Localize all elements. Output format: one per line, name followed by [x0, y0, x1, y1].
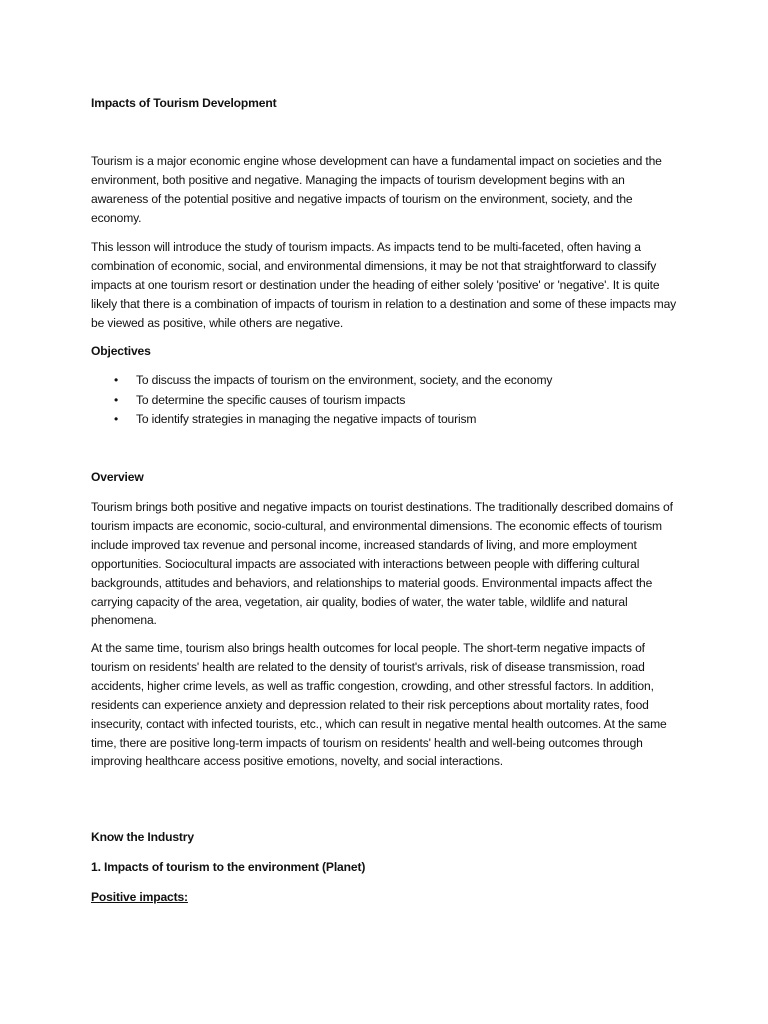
objectives-list — [91, 371, 552, 430]
bullet-icon: • — [114, 373, 119, 387]
objective-text: To discuss the impacts of tourism on the environment, society, and the economy — [136, 373, 553, 387]
objective-text: To determine the specific causes of tourism impacts — [136, 392, 406, 407]
bullet-icon: • — [114, 412, 119, 426]
overview-paragraph-1: Tourism brings both positive and negative impacts on tourist destinations. The traditionally described domains of tourism impacts are economic, socio-cultural, and environmental dimensions. The economic effects of tourism include improved tax revenue and personal income, increased standards of living, and more employment opportunities. Sociocultural impacts are associated with interactions between people with differing cultural backgrounds, attitudes and behaviors, and relationships to material goods. Environmental impacts affect the carrying capacity of the area, vegetation, air quality, bodies of water, the water table, wildlife and natural phenomena. — [91, 500, 673, 628]
intro-paragraph-2: This lesson will introduce the study of tourism impacts. As impacts tend to be multi-faceted, often having a combination of economic, social, and environmental dimensions, it may be not that straightforward to classify impacts at one tourism resort or destination under the heading of either solely 'positive' or 'negative'. It is quite likely that there is a combination of impacts of tourism in relation to a destination and some of these impacts may be viewed as positive, while others are negative. — [91, 240, 677, 330]
overview-heading: Overview — [91, 470, 144, 484]
objective-item — [91, 391, 552, 411]
objective-item — [91, 371, 552, 391]
objectives-heading: Objectives — [91, 344, 151, 358]
know-industry-heading: Know the Industry — [91, 830, 194, 844]
positive-impacts-heading: Positive impacts: — [91, 890, 188, 904]
section-1-heading: 1. Impacts of tourism to the environment (Planet) — [91, 860, 366, 874]
overview-paragraph-2: At the same time, tourism also brings health outcomes for local people. The short-term negative impacts of tourism on residents' health are related to the density of tourist's arrivals, risk of disease transmission, road accidents, higher crime levels, as well as traffic congestion, crowding, and other stressful factors. In addition, residents can experience anxiety and depression related to their risk perceptions about mortality rates, food insecurity, contact with infected tourists, etc., which can result in negative mental health outcomes. At the same time, there are positive long-term impacts of tourism on residents' health and well-being outcomes through improving healthcare access positive emotions, novelty, and social interactions. — [91, 641, 667, 769]
bullet-icon: • — [114, 392, 119, 407]
objective-text: To identify strategies in managing the negative impacts of tourism — [136, 412, 477, 426]
intro-paragraph-1: Tourism is a major economic engine whose development can have a fundamental impact on societies and the environment, both positive and negative. Managing the impacts of tourism development begins with an awareness of the potential positive and negative impacts of tourism on the environment, society, and the economy. — [91, 154, 662, 225]
document-title: Impacts of Tourism Development — [91, 96, 277, 110]
objective-item — [91, 410, 552, 430]
